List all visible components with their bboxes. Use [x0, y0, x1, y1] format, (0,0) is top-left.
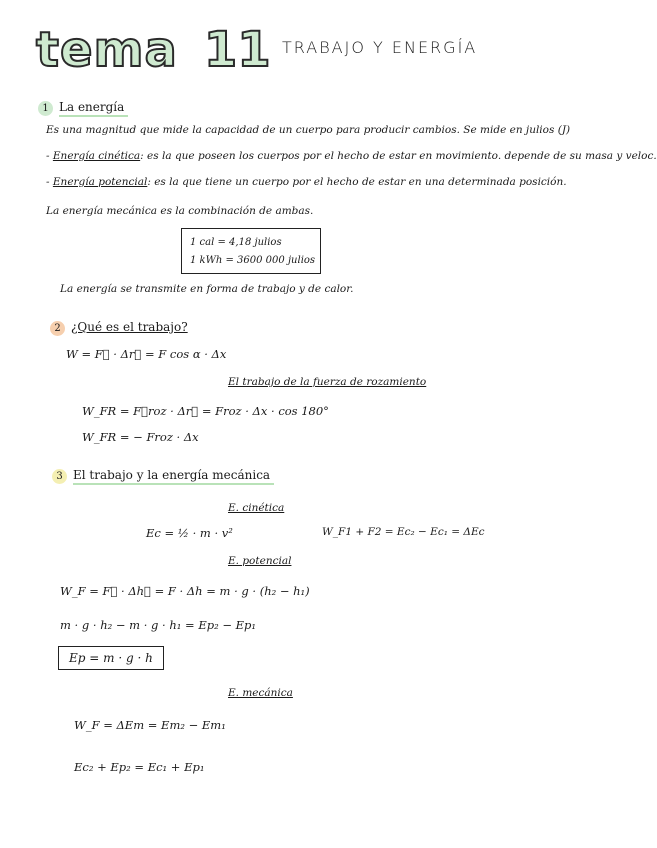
- page-header: [36, 22, 271, 78]
- section-3-heading: [52, 468, 274, 484]
- mechanical-energy-text: La energía mecánica es la combinación de ambas.: [46, 205, 314, 217]
- mechanical-heading: E. mecánica: [228, 687, 293, 699]
- section-1-heading: [38, 100, 128, 116]
- conversion-kwh: 1 kWh = 3600 000 julios: [190, 255, 316, 266]
- potential-heading: E. potencial: [228, 555, 292, 567]
- section-3-title: El trabajo y la energía mecánica: [73, 468, 274, 485]
- kinetic-text: : es la que poseen los cuerpos por el hecho de estar en movimiento. depende de su masa y veloc.: [140, 150, 657, 162]
- energy-transfer-text: La energía se transmite en forma de trabajo y de calor.: [60, 283, 354, 295]
- tema-word: tema: [36, 22, 178, 78]
- unit-conversion-box: [181, 228, 321, 274]
- section-2-heading: [50, 320, 192, 336]
- work-kinetic-equation: W_F1 + F2 = Ec₂ − Ec₁ = ΔEc: [322, 526, 485, 538]
- energy-conservation-equation: Ec₂ + Ep₂ = Ec₁ + Ep₁: [74, 760, 205, 774]
- kinetic-heading: E. cinética: [228, 502, 285, 514]
- potential-energy-formula: Ep = m · g · h: [58, 646, 164, 670]
- potential-difference-equation: m · g · h₂ − m · g · h₁ = Ep₂ − Ep₁: [60, 618, 257, 632]
- section-3-number: 3: [52, 469, 67, 484]
- energy-intro: Es una magnitud que mide la capacidad de un cuerpo para producir cambios. Se mide en julios (J): [46, 124, 571, 136]
- section-2-title: ¿Qué es el trabajo?: [71, 320, 188, 334]
- potential-text: : es la que tiene un cuerpo por el hecho de estar en una determinada posición.: [147, 176, 567, 188]
- tema-number: 11: [203, 22, 271, 78]
- potential-work-equation: W_F = F⃗ · Δh⃗ = F · Δh = m · g · (h₂ − h₁): [60, 584, 310, 598]
- section-1-title: La energía: [59, 100, 128, 117]
- section-1-number: 1: [38, 101, 53, 116]
- friction-work-title: El trabajo de la fuerza de rozamiento: [228, 376, 427, 388]
- kinetic-definition: - Energía cinética: es la que poseen los cuerpos por el hecho de estar en movimiento. depende de su masa y veloc.: [46, 150, 657, 162]
- kinetic-label: Energía cinética: [52, 150, 141, 162]
- mechanical-work-equation: W_F = ΔEm = Em₂ − Em₁: [74, 718, 226, 732]
- friction-equation-1: W_FR = F⃗roz · Δr⃗ = Froz · Δx · cos 180°: [82, 404, 329, 418]
- friction-equation-2: W_FR = − Froz · Δx: [82, 430, 199, 444]
- work-equation: W = F⃗ · Δr⃗ = F cos α · Δx: [66, 347, 227, 361]
- potential-label: Energía potencial: [52, 176, 148, 188]
- potential-definition: - Energía potencial: es la que tiene un cuerpo por el hecho de estar en una determinada posición.: [46, 176, 567, 188]
- kinetic-equation: Ec = ½ · m · v²: [146, 526, 233, 540]
- page-title: TRABAJO Y ENERGÍA: [282, 38, 478, 57]
- section-2-number: 2: [50, 321, 65, 336]
- conversion-cal: 1 cal = 4,18 julios: [190, 237, 282, 248]
